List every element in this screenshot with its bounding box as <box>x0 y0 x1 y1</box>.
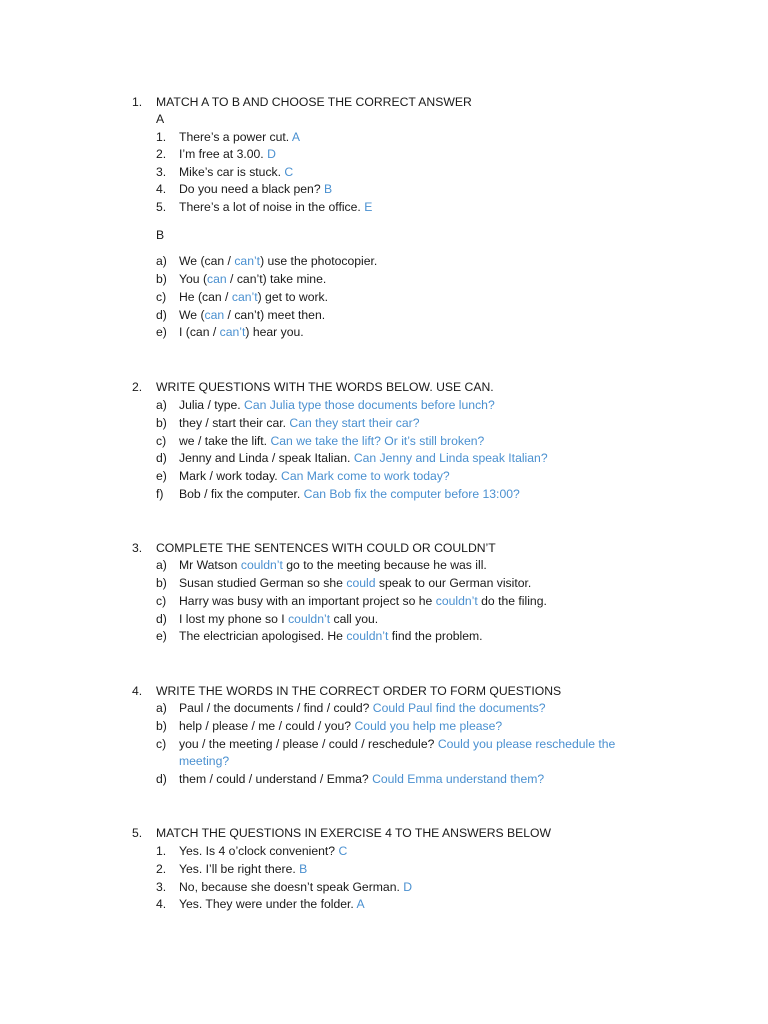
item-text <box>179 433 484 450</box>
answer-text: C <box>338 844 348 858</box>
answer-text: could <box>346 576 376 590</box>
answer-text: A <box>356 897 365 911</box>
item-marker: f) <box>156 487 164 501</box>
item-marker: a) <box>156 254 167 268</box>
prompt-text: call you. <box>330 612 379 626</box>
answer-text: Can Julia type those documents before lunch? <box>244 398 495 412</box>
item-marker: 1. <box>156 130 167 144</box>
answer-text: Could Emma understand them? <box>372 772 545 786</box>
item-text <box>179 199 372 216</box>
prompt-text: You ( <box>179 272 208 286</box>
prompt-text: ) get to work. <box>257 290 329 304</box>
prompt-text: ) use the photocopier. <box>260 254 378 268</box>
answer-text: Could you please reschedule the <box>437 737 616 751</box>
section-heading: WRITE QUESTIONS WITH THE WORDS BELOW. USE CAN. <box>156 380 494 394</box>
prompt-text: We (can / <box>179 254 235 268</box>
section-number: 3. <box>132 541 143 555</box>
group-label-text: A <box>156 112 165 126</box>
item-text <box>179 324 304 341</box>
section-number: 2. <box>132 380 143 394</box>
prompt-text: I’m free at 3.00. <box>179 147 268 161</box>
item-text <box>179 397 495 414</box>
item-text <box>179 557 487 574</box>
item-marker: c) <box>156 737 167 751</box>
answer-text: Can Bob fix the computer before 13:00? <box>303 487 520 501</box>
prompt-text: Bob / fix the computer. <box>179 487 304 501</box>
answer-text: Can they start their car? <box>289 416 420 430</box>
item-marker: b) <box>156 576 167 590</box>
prompt-text: There’s a power cut. <box>179 130 292 144</box>
item-marker: a) <box>156 701 167 715</box>
prompt-text: you / the meeting / please / could / reschedule? <box>179 737 438 751</box>
item-marker: e) <box>156 325 167 339</box>
prompt-text: He (can / <box>179 290 232 304</box>
item-marker: 2. <box>156 147 167 161</box>
item-marker: 3. <box>156 165 167 179</box>
prompt-text: do the filing. <box>477 594 547 608</box>
item-text <box>179 253 377 270</box>
item-text <box>179 181 332 198</box>
prompt-text: We ( <box>179 308 205 322</box>
prompt-text: ) hear you. <box>245 325 304 339</box>
prompt-text: I lost my phone so I <box>179 612 289 626</box>
item-marker: 5. <box>156 200 167 214</box>
item-marker: e) <box>156 629 167 643</box>
item-marker: b) <box>156 272 167 286</box>
section-number: 5. <box>132 826 143 840</box>
item-text <box>179 718 502 735</box>
prompt-text: Do you need a black pen? <box>179 182 325 196</box>
item-text <box>179 468 450 485</box>
answer-text: can <box>204 308 225 322</box>
answer-text: couldn’t <box>435 594 478 608</box>
prompt-text: Mike’s car is stuck. <box>179 165 285 179</box>
item-text <box>179 879 412 896</box>
item-marker: e) <box>156 469 167 483</box>
answer-text: Could you help me please? <box>354 719 503 733</box>
answer-text: C <box>284 165 294 179</box>
answer-text: B <box>299 862 308 876</box>
answer-text: couldn’t <box>346 629 389 643</box>
item-marker: 4. <box>156 897 167 911</box>
prompt-text: find the problem. <box>388 629 483 643</box>
prompt-text: Mr Watson <box>179 558 241 572</box>
section-number: 1. <box>132 95 143 109</box>
answer-text: Can we take the lift? Or it’s still broken? <box>270 434 485 448</box>
item-text <box>179 861 307 878</box>
section-heading: COMPLETE THE SENTENCES WITH COULD OR COULDN’T <box>156 541 496 555</box>
item-text <box>179 575 531 592</box>
answer-text: couldn’t <box>288 612 331 626</box>
prompt-text: Julia / type. <box>179 398 245 412</box>
prompt-text: I (can / <box>179 325 220 339</box>
item-text <box>179 164 293 181</box>
item-marker: 3. <box>156 880 167 894</box>
answer-text: D <box>403 880 413 894</box>
prompt-text: Yes. Is 4 o’clock convenient? <box>179 844 339 858</box>
item-text <box>179 843 347 860</box>
prompt-text: No, because she doesn’t speak German. <box>179 880 404 894</box>
prompt-text: Susan studied German so she <box>179 576 347 590</box>
item-text <box>179 289 328 306</box>
prompt-text: speak to our German visitor. <box>375 576 532 590</box>
answer-text: B <box>324 182 333 196</box>
prompt-text: they / start their car. <box>179 416 290 430</box>
prompt-text: Yes. They were under the folder. <box>179 897 357 911</box>
group-label-text: B <box>156 228 165 242</box>
prompt-text: / can’t) take mine. <box>226 272 327 286</box>
answer-text: Can Jenny and Linda speak Italian? <box>353 451 548 465</box>
item-text <box>179 415 419 432</box>
answer-text: A <box>291 130 301 144</box>
item-marker: d) <box>156 612 167 626</box>
prompt-text: Yes. I’ll be right there. <box>179 862 300 876</box>
prompt-text: go to the meeting because he was ill. <box>282 558 487 572</box>
item-marker: b) <box>156 719 167 733</box>
item-marker: 1. <box>156 844 167 858</box>
answer-text: can’t <box>234 254 261 268</box>
item-text <box>179 486 520 503</box>
section-heading: MATCH THE QUESTIONS IN EXERCISE 4 TO THE ANSWERS BELOW <box>156 826 552 840</box>
item-text <box>179 271 326 288</box>
answer-text: can’t <box>219 325 246 339</box>
prompt-text: we / take the lift. <box>179 434 271 448</box>
answer-text: D <box>267 147 276 161</box>
answer-text: can <box>207 272 227 286</box>
item-text <box>179 628 483 645</box>
prompt-text: Mark / work today. <box>179 469 282 483</box>
item-text <box>179 896 365 913</box>
item-marker: a) <box>156 558 167 572</box>
prompt-text: The electrician apologised. He <box>179 629 347 643</box>
prompt-text: them / could / understand / Emma? <box>179 772 373 786</box>
answer-text: E <box>364 200 373 214</box>
prompt-text: Harry was busy with an important project so he <box>179 594 436 608</box>
section-heading: WRITE THE WORDS IN THE CORRECT ORDER TO FORM QUESTIONS <box>156 684 562 698</box>
item-text <box>179 307 325 324</box>
item-marker: b) <box>156 416 167 430</box>
item-text <box>179 146 276 163</box>
item-text <box>179 593 547 610</box>
item-text <box>179 611 378 628</box>
item-marker: d) <box>156 772 167 786</box>
prompt-text: / can’t) meet then. <box>224 308 326 322</box>
item-text <box>179 771 544 788</box>
item-text <box>179 129 300 146</box>
item-marker: c) <box>156 434 167 448</box>
item-text <box>179 736 615 753</box>
item-marker: d) <box>156 308 167 322</box>
prompt-text: help / please / me / could / you? <box>179 719 355 733</box>
prompt-text: Paul / the documents / find / could? <box>179 701 373 715</box>
section-heading: MATCH A TO B AND CHOOSE THE CORRECT ANSWER <box>156 95 472 109</box>
item-text <box>179 700 546 717</box>
item-marker: c) <box>156 594 167 608</box>
answer-text: can’t <box>231 290 258 304</box>
answer-text: Can Mark come to work today? <box>281 469 450 483</box>
item-text <box>179 450 548 467</box>
item-marker: 4. <box>156 182 167 196</box>
answer-text: Could Paul find the documents? <box>372 701 546 715</box>
answer-text: couldn’t <box>240 558 283 572</box>
prompt-text: There’s a lot of noise in the office. <box>179 200 365 214</box>
item-marker: c) <box>156 290 167 304</box>
section-number: 4. <box>132 684 143 698</box>
item-marker: d) <box>156 451 167 465</box>
answer-text: meeting? <box>179 754 230 768</box>
item-marker: a) <box>156 398 167 412</box>
prompt-text: Jenny and Linda / speak Italian. <box>179 451 354 465</box>
item-marker: 2. <box>156 862 167 876</box>
